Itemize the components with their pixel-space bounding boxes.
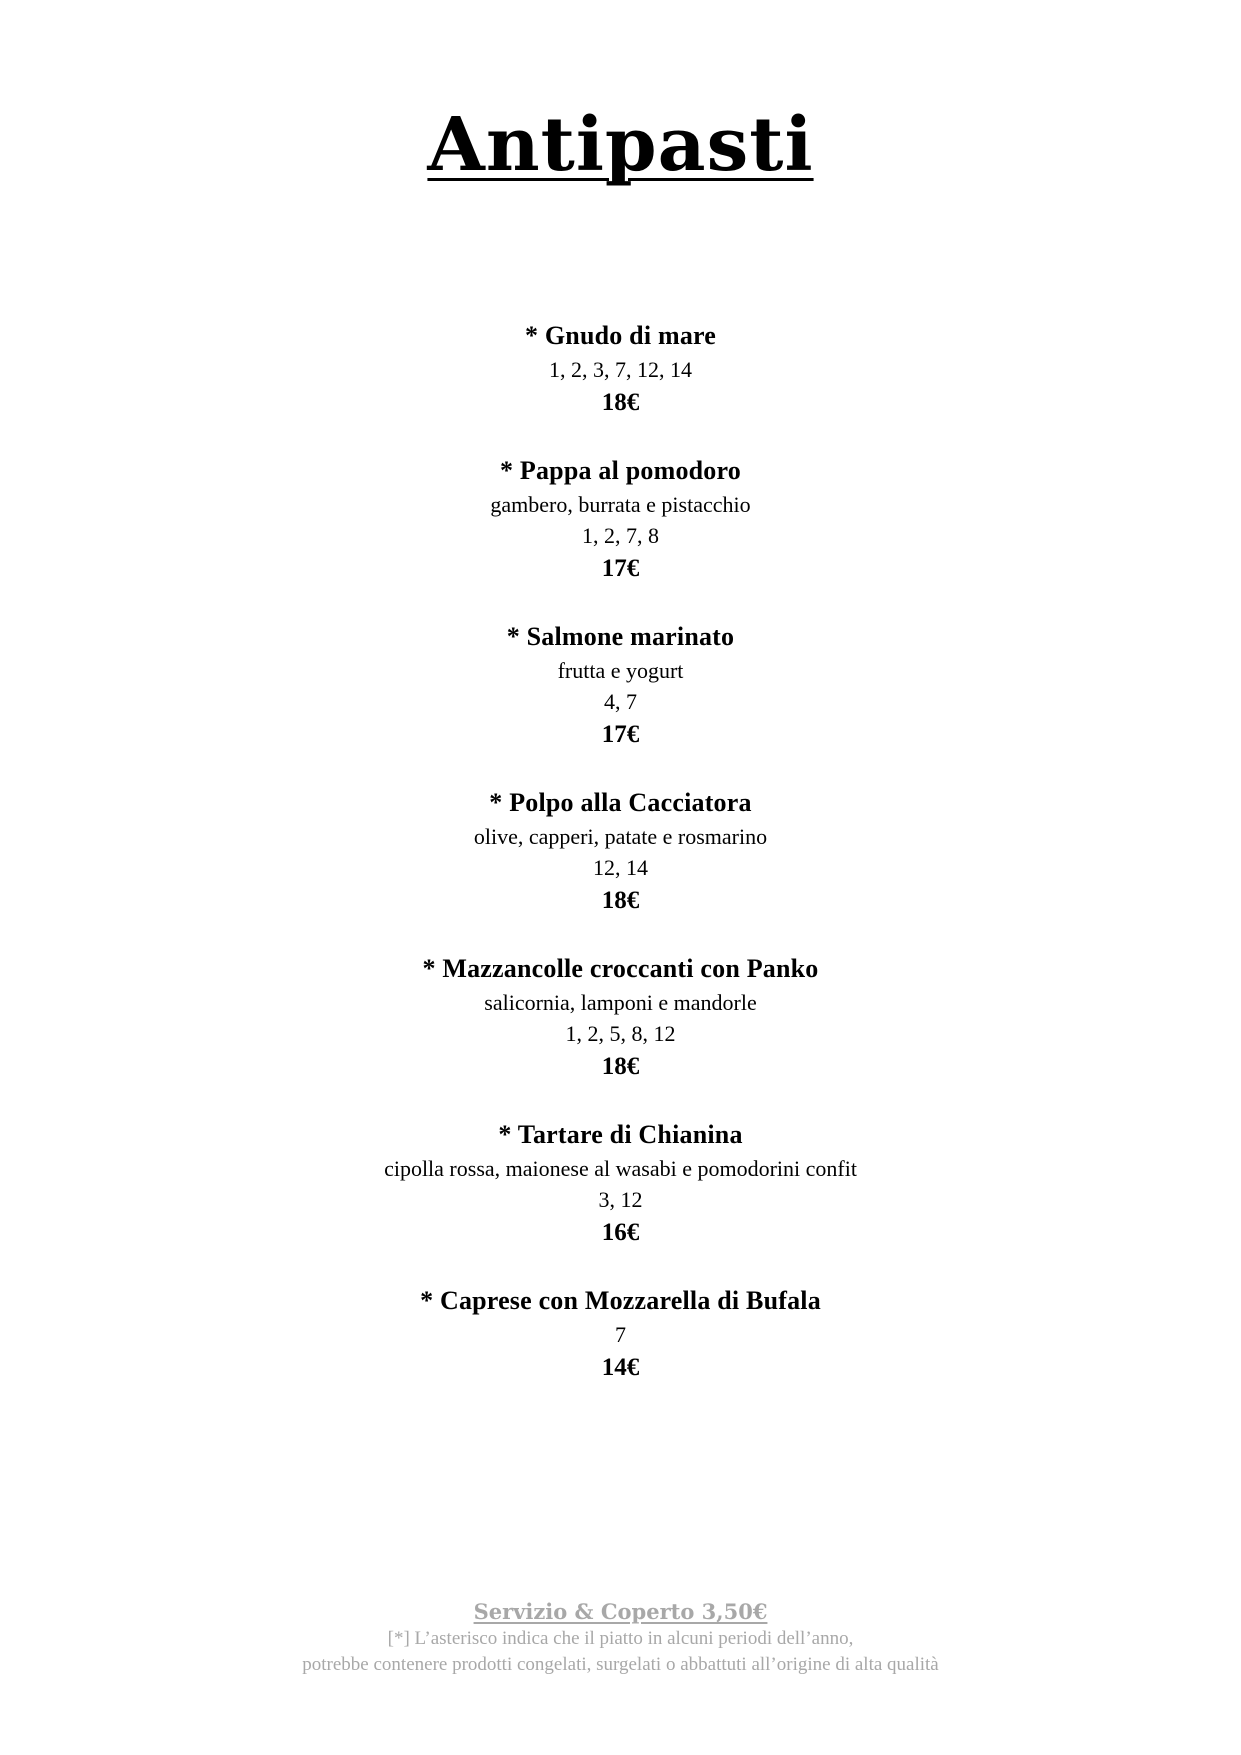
menu-item [0, 951, 1241, 1085]
page-title [0, 100, 1241, 190]
page-title-text: Antipasti [427, 102, 814, 188]
menu-item-allergens: 1, 2, 7, 8 [582, 523, 659, 548]
menu-item [0, 785, 1241, 919]
menu-item-price: 18€ [601, 1053, 640, 1080]
menu-item-description: frutta e yogurt [557, 658, 684, 683]
menu-item-description: salicornia, lamponi e mandorle [484, 990, 757, 1015]
menu-item-description: gambero, burrata e pistacchio [490, 492, 751, 517]
menu-item-name: * Salmone marinato [506, 622, 735, 651]
menu-item-name: * Polpo alla Cacciatora [489, 788, 752, 817]
menu-item-price: 17€ [601, 721, 640, 748]
menu-item [0, 453, 1241, 587]
menu-item [0, 318, 1241, 421]
menu-item [0, 1283, 1241, 1386]
menu-item-description: olive, capperi, patate e rosmarino [473, 824, 768, 849]
menu-item-price: 17€ [601, 555, 640, 582]
menu-item [0, 1117, 1241, 1251]
menu-footer [0, 1598, 1241, 1678]
menu-item-allergens: 12, 14 [593, 855, 648, 880]
menu-item-price: 18€ [601, 389, 640, 416]
menu-item-name: * Tartare di Chianina [498, 1120, 743, 1149]
menu-item-name: * Gnudo di mare [524, 321, 717, 350]
menu-item-price: 14€ [601, 1354, 640, 1381]
menu-item-name: * Caprese con Mozzarella di Bufala [420, 1286, 821, 1315]
menu-item-allergens: 1, 2, 3, 7, 12, 14 [549, 357, 692, 382]
menu-item-price: 16€ [601, 1219, 640, 1246]
menu-item-allergens: 7 [615, 1322, 626, 1347]
menu-list [0, 318, 1241, 1418]
menu-item-name: * Mazzancolle croccanti con Panko [422, 954, 819, 983]
menu-item-allergens: 1, 2, 5, 8, 12 [565, 1021, 676, 1046]
menu-item-allergens: 4, 7 [604, 689, 637, 714]
menu-item [0, 619, 1241, 753]
service-charge: Servizio & Coperto 3,50€ [473, 1599, 768, 1624]
menu-item-price: 18€ [601, 887, 640, 914]
frozen-notice-line-1: [*] L’asterisco indica che il piatto in alcuni periodi dell’anno, [387, 1628, 854, 1649]
menu-item-name: * Pappa al pomodoro [500, 456, 741, 485]
menu-item-allergens: 3, 12 [598, 1187, 643, 1212]
menu-item-description: cipolla rossa, maionese al wasabi e pomodorini confit [384, 1156, 857, 1181]
frozen-notice-line-2: potrebbe contenere prodotti congelati, surgelati o abbattuti all’origine di alta qualità [302, 1654, 939, 1675]
